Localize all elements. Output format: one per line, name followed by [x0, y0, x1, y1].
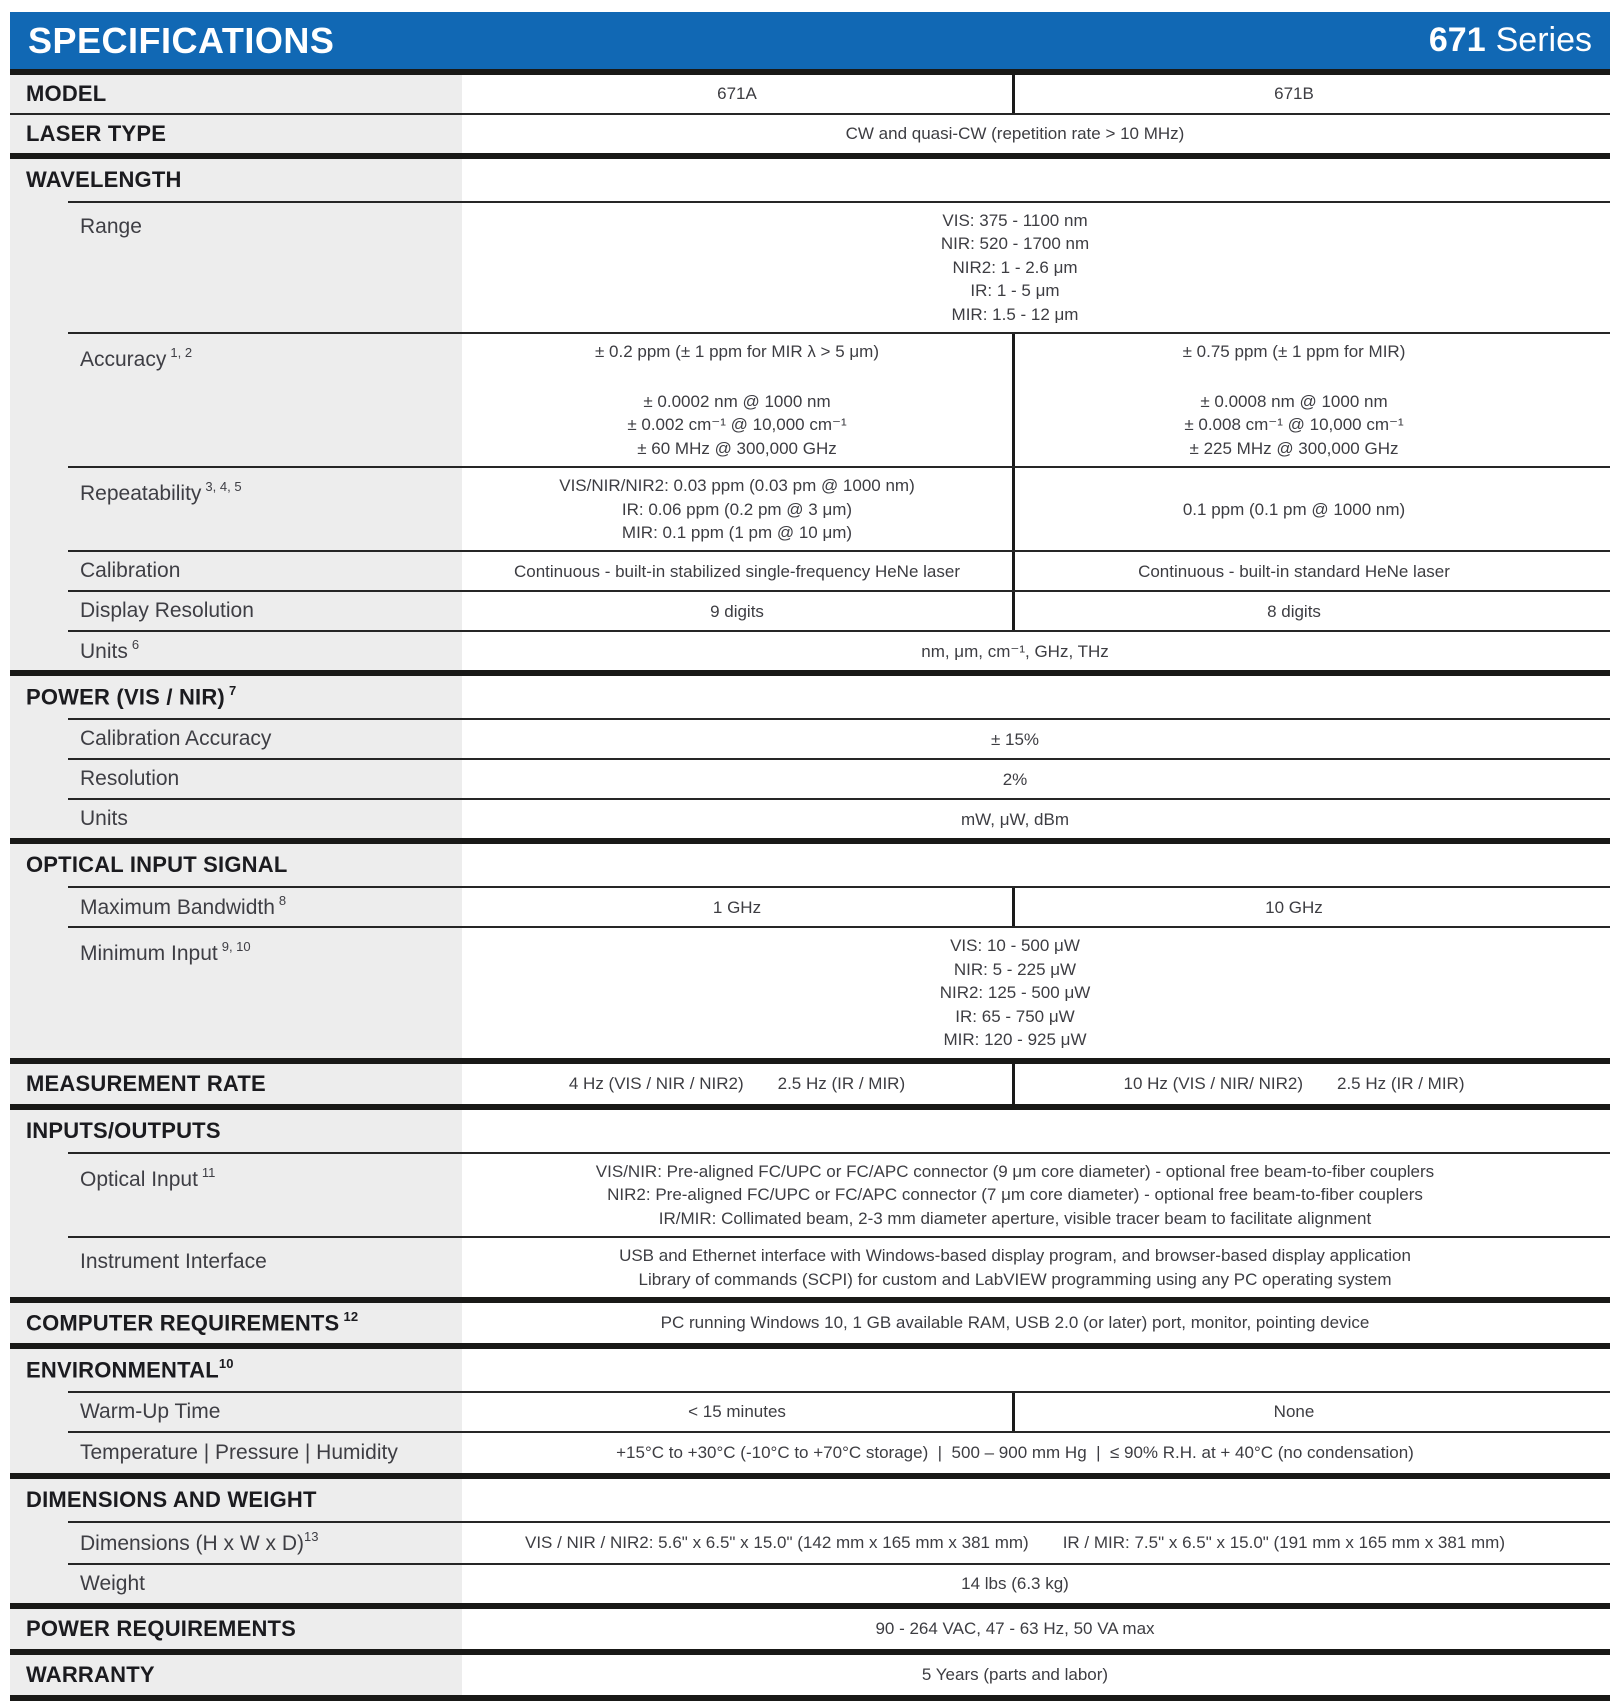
repeatability-line: VIS/NIR/NIR2: 0.03 ppm (0.03 pm @ 1000 nm): [559, 476, 915, 496]
row-maximum-bandwidth-label-cell: Maximum Bandwidth $^8$: [80, 893, 287, 920]
section-optical-input-signal: [10, 844, 1610, 886]
row-weight: [10, 1565, 1610, 1603]
row-model-label-cell: MODEL: [26, 81, 107, 106]
power-calibration-accuracy-value: ± 15%: [990, 729, 1040, 749]
row-power-resolution: [10, 760, 1610, 798]
row-power-resolution-label-cell: Resolution: [80, 767, 180, 791]
empty-cell: [462, 676, 1610, 718]
warranty-value: 5 Years (parts and labor): [921, 1665, 1109, 1685]
row-display-resolution: [10, 592, 1610, 630]
divider: [68, 466, 1610, 468]
repeatability-671b-cell: 0.1 ppm (0.1 pm @ 1000 nm): [1012, 468, 1610, 550]
dimensions-value: [462, 1523, 1610, 1563]
divider: [68, 550, 1610, 552]
page-title: SPECIFICATIONS: [28, 19, 335, 61]
wavelength-units-value: nm, μm, cm⁻¹, GHz, THz: [921, 641, 1109, 661]
divider: [68, 1391, 1610, 1393]
optical-input-line: VIS/NIR: Pre-aligned FC/UPC or FC/APC connector (9 μm core diameter) - optional free beam-to-fiber couplers: [595, 1161, 1435, 1181]
row-model: [10, 75, 1610, 113]
row-dimensions: [10, 1523, 1610, 1563]
minimum-input-line: NIR: 5 - 225 μW: [953, 959, 1077, 979]
divider: [68, 798, 1610, 800]
series-number: 671: [1428, 21, 1486, 59]
footnote-marker: 12: [343, 1308, 359, 1324]
optical-input-value: [462, 1154, 1610, 1236]
laser-type-value: CW and quasi-CW (repetition rate > 10 MHz): [845, 124, 1185, 144]
divider: [68, 758, 1610, 760]
row-wavelength-units-label-cell: Units $^6$: [80, 637, 140, 664]
power-requirements-value: 90 - 264 VAC, 47 - 63 Hz, 50 VA max: [875, 1619, 1155, 1639]
row-optical-input-label-cell: Optical Input $^{11}$: [80, 1164, 216, 1191]
minimum-input-line: IR: 65 - 750 μW: [955, 1006, 1075, 1026]
section-wavelength: [10, 159, 1610, 201]
section-dimensions-and-weight-label-cell: DIMENSIONS AND WEIGHT: [26, 1486, 317, 1512]
divider-thick: [10, 1603, 1610, 1609]
divider: [68, 1152, 1610, 1154]
divider-thick: [10, 153, 1610, 159]
row-weight-label-cell: Weight: [80, 1571, 145, 1595]
row-maximum-bandwidth: [10, 888, 1610, 926]
row-wavelength-units: [10, 632, 1610, 670]
power-units-value: mW, μW, dBm: [960, 809, 1070, 829]
minimum-input-line: NIR2: 125 - 500 μW: [939, 983, 1091, 1003]
row-power-calibration-accuracy: [10, 720, 1610, 758]
row-display-resolution-label-cell: Display Resolution: [80, 599, 254, 623]
computer-requirements-value: PC running Windows 10, 1 GB available RAM, USB 2.0 (or later) port, monitor, pointing device: [660, 1313, 1370, 1333]
section-environmental-label-cell: ENVIRONMENTAL$^{10}$: [26, 1355, 234, 1383]
calibration-671b-cell: Continuous - built-in standard HeNe laser: [1012, 552, 1610, 590]
footnote-marker: 7: [228, 683, 237, 699]
rate-value: 2.5 Hz (IR / MIR): [777, 1073, 906, 1093]
model-671b-cell: 671B: [1012, 75, 1610, 113]
divider: [68, 201, 1610, 203]
row-laser-type: [10, 115, 1610, 153]
row-accuracy-label-cell: Accuracy $^{1, 2}$: [80, 345, 193, 372]
divider-thick: [10, 1104, 1610, 1110]
section-optical-input-signal-label-cell: OPTICAL INPUT SIGNAL: [26, 852, 288, 878]
row-instrument-interface: [10, 1238, 1610, 1297]
row-repeatability: [10, 468, 1610, 550]
accuracy-line: ± 0.0008 nm @ 1000 nm: [1200, 391, 1388, 411]
row-repeatability-label-cell: Repeatability $^{3, 4, 5}$: [80, 479, 242, 506]
divider-thick: [10, 838, 1610, 844]
warm-up-time-671a-cell: < 15 minutes: [688, 1402, 786, 1422]
minimum-input-line: MIR: 120 - 925 μW: [943, 1030, 1087, 1050]
section-power-label-cell: POWER (VIS / NIR) $^7$: [26, 683, 237, 710]
spacer: [1023, 364, 1565, 390]
divider: [68, 1521, 1610, 1523]
repeatability-671a-cell: [462, 468, 1012, 550]
row-minimum-input-label-cell: Minimum Input $^{9, 10}$: [80, 939, 251, 966]
row-computer-requirements: [10, 1303, 1610, 1343]
footnote-marker: 9, 10: [221, 939, 251, 955]
dimensions-vis-nir: VIS / NIR / NIR2: 5.6" x 6.5" x 15.0" (142 mm x 165 mm x 381 mm): [524, 1533, 1029, 1553]
empty-cell: [462, 159, 1610, 201]
row-range: [10, 203, 1610, 332]
row-warranty: [10, 1655, 1610, 1695]
divider-thick: [10, 1297, 1610, 1303]
accuracy-headline: ± 0.75 ppm (± 1 ppm for MIR): [1182, 342, 1406, 362]
accuracy-line: ± 60 MHz @ 300,000 GHz: [637, 438, 837, 458]
section-inputs-outputs: [10, 1110, 1610, 1152]
divider: [68, 1563, 1610, 1565]
footnote-marker: 10: [218, 1355, 234, 1371]
row-warm-up-time: [10, 1393, 1610, 1431]
row-laser-type-label-cell: LASER TYPE: [26, 121, 167, 146]
display-resolution-671a-cell: 9 digits: [710, 601, 764, 621]
rate-value: 10 Hz (VIS / NIR/ NIR2): [1123, 1073, 1303, 1093]
divider-thick: [10, 670, 1610, 676]
measurement-rate-671a-cell: [462, 1064, 1012, 1104]
divider-thick: [10, 69, 1610, 75]
divider: [68, 1236, 1610, 1238]
footnote-marker: 3, 4, 5: [205, 479, 242, 495]
warm-up-time-671b-cell: None: [1012, 1393, 1610, 1431]
footnote-marker: 6: [131, 637, 140, 653]
empty-cell: [462, 1349, 1610, 1391]
spacer: [470, 364, 1004, 390]
section-environmental: [10, 1349, 1610, 1391]
series-label: [1429, 21, 1592, 60]
divider-thick: [10, 1695, 1610, 1701]
row-computer-requirements-label-cell: COMPUTER REQUIREMENTS $^{12}$: [26, 1308, 359, 1336]
row-temperature-pressure-humidity: [10, 1433, 1610, 1473]
row-calibration: [10, 552, 1610, 590]
divider: [68, 332, 1610, 334]
header-bar: [10, 12, 1610, 69]
row-instrument-interface-label-cell: Instrument Interface: [80, 1250, 267, 1274]
section-dimensions-and-weight: [10, 1479, 1610, 1521]
section-wavelength-label-cell: WAVELENGTH: [26, 167, 182, 192]
footnote-marker: 8: [278, 893, 287, 909]
row-range-label-cell: Range: [80, 215, 142, 238]
row-warm-up-time-label-cell: Warm-Up Time: [80, 1399, 221, 1423]
range-line: IR: 1 - 5 μm: [970, 281, 1060, 301]
row-warranty-label-cell: WARRANTY: [26, 1661, 155, 1687]
maximum-bandwidth-671a-cell: 1 GHz: [712, 897, 762, 917]
divider-thick: [10, 1343, 1610, 1349]
spec-table: [10, 75, 1610, 1701]
row-measurement-rate-label-cell: MEASUREMENT RATE: [26, 1070, 266, 1096]
range-line: NIR2: 1 - 2.6 μm: [952, 257, 1078, 277]
footnote-marker: 11: [201, 1164, 216, 1180]
rate-value: 4 Hz (VIS / NIR / NIR2): [568, 1073, 744, 1093]
range-value: [462, 203, 1610, 332]
divider: [68, 630, 1610, 632]
calibration-671a-cell: Continuous - built-in stabilized single-frequency HeNe laser: [513, 561, 960, 581]
divider-thick: [10, 1649, 1610, 1655]
accuracy-line: ± 225 MHz @ 300,000 GHz: [1189, 438, 1399, 458]
row-temperature-pressure-humidity-label-cell: Temperature | Pressure | Humidity: [80, 1440, 398, 1464]
row-power-requirements-label-cell: POWER REQUIREMENTS: [26, 1615, 297, 1641]
row-accuracy: [10, 334, 1610, 466]
divider: [68, 590, 1610, 592]
row-measurement-rate: [10, 1064, 1610, 1104]
divider: [68, 1431, 1610, 1433]
range-line: VIS: 375 - 1100 nm: [942, 211, 1088, 230]
divider-thick: [10, 1473, 1610, 1479]
model-671a-cell: 671A: [717, 84, 757, 104]
accuracy-headline: ± 0.2 ppm (± 1 ppm for MIR λ > 5 μm): [594, 342, 879, 362]
divider: [68, 926, 1610, 928]
row-power-units-label-cell: Units: [80, 807, 128, 831]
row-minimum-input: [10, 928, 1610, 1057]
dimensions-ir-mir: IR / MIR: 7.5" x 6.5" x 15.0" (191 mm x 165 mm x 381 mm): [1062, 1533, 1505, 1553]
divider: [68, 886, 1610, 888]
empty-cell: [462, 1479, 1610, 1521]
rate-value: 2.5 Hz (IR / MIR): [1336, 1073, 1465, 1093]
row-power-calibration-accuracy-label-cell: Calibration Accuracy: [80, 727, 272, 751]
range-line: MIR: 1.5 - 12 μm: [951, 304, 1079, 324]
maximum-bandwidth-671b-cell: 10 GHz: [1012, 888, 1610, 926]
row-calibration-label-cell: Calibration: [80, 559, 181, 583]
footnote-marker: 13: [304, 1528, 319, 1544]
minimum-input-value: [462, 928, 1610, 1057]
minimum-input-line: VIS: 10 - 500 μW: [950, 936, 1080, 956]
repeatability-line: MIR: 0.1 ppm (1 pm @ 10 μm): [621, 522, 853, 542]
repeatability-line: IR: 0.06 ppm (0.2 pm @ 3 μm): [621, 499, 853, 519]
optical-input-line: NIR2: Pre-aligned FC/UPC or FC/APC connector (7 μm core diameter) - optional free beam-to-fiber couplers: [607, 1185, 1423, 1205]
empty-cell: [462, 1110, 1610, 1152]
measurement-rate-671b-cell: [1012, 1064, 1610, 1104]
section-inputs-outputs-label-cell: INPUTS/OUTPUTS: [26, 1117, 221, 1143]
empty-cell: [462, 844, 1610, 886]
accuracy-line: ± 0.0002 nm @ 1000 nm: [643, 391, 831, 411]
optical-input-line: IR/MIR: Collimated beam, 2-3 mm diameter aperture, visible tracer beam to facilitate alignment: [658, 1208, 1372, 1228]
instrument-interface-line: Library of commands (SCPI) for custom and LabVIEW programming using any PC operating system: [638, 1269, 1392, 1289]
instrument-interface-value: [462, 1238, 1610, 1297]
section-power: [10, 676, 1610, 718]
footnote-marker: 1, 2: [170, 345, 193, 361]
power-resolution-value: 2%: [1002, 769, 1028, 789]
display-resolution-671b-cell: 8 digits: [1012, 592, 1610, 630]
row-power-requirements: [10, 1609, 1610, 1649]
divider: [10, 113, 1610, 115]
temperature-pressure-humidity-value: +15°C to +30°C (-10°C to +70°C storage) | 500 – 900 mm Hg | ≤ 90% R.H. at + 40°C (no condensation): [616, 1443, 1414, 1463]
accuracy-671a-cell: [462, 334, 1012, 466]
weight-value: 14 lbs (6.3 kg): [961, 1574, 1069, 1594]
accuracy-line: ± 0.008 cm⁻¹ @ 10,000 cm⁻¹: [1184, 415, 1404, 435]
row-optical-input: [10, 1154, 1610, 1236]
series-word: Series: [1495, 21, 1592, 59]
accuracy-671b-cell: [1012, 334, 1610, 466]
accuracy-line: ± 0.002 cm⁻¹ @ 10,000 cm⁻¹: [627, 415, 847, 435]
row-power-units: [10, 800, 1610, 838]
range-line: NIR: 520 - 1700 nm: [940, 234, 1090, 254]
divider-thick: [10, 1058, 1610, 1064]
instrument-interface-line: USB and Ethernet interface with Windows-based display program, and browser-based display application: [619, 1246, 1411, 1266]
divider: [68, 718, 1610, 720]
row-dimensions-label-cell: Dimensions (H x W x D)$^{13}$: [80, 1528, 319, 1555]
